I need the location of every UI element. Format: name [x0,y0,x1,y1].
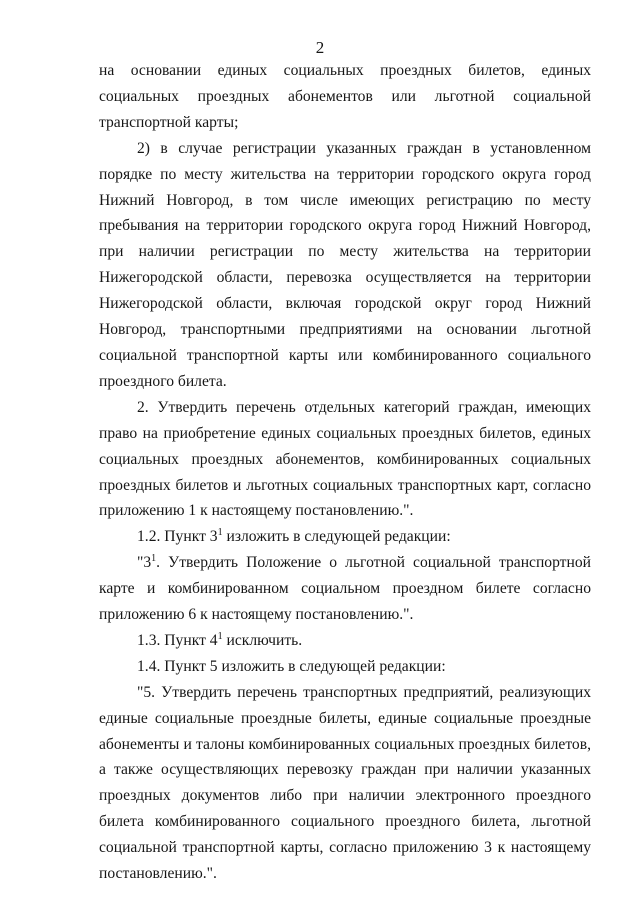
paragraph-quote-3-1 [99,550,591,628]
superscript: 1 [217,630,223,642]
paragraph-item-2: 2) в случае регистрации указанных граждан в установленном порядке по месту жительства на территории городского округа город Нижний Новгород, в том числе имеющих регистрацию по месту пребывания на территории городского округа город Нижний Новгород, при наличии регистрации по месту жительства на территории Нижегородской области, перевозка осуществляется на территории Нижегородской области, включая городской округ город Нижний Новгород, транспортными предприятиями на основании льготной социальной транспортной карты или комбинированного социального проездного билета. [99,139,591,390]
clause-text: исключить. [222,631,303,649]
paragraph-clause-2: 2. Утвердить перечень отдельных категорий граждан, имеющих право на приобретение единых социальных проездных билетов, единых социальных проездных абонементов, комбинированных социальных проездных билетов и льготных социальных транспортных карт, согласно приложению 1 к настоящему постановлению.". [99,398,591,520]
paragraph-clause-1-3 [99,628,591,654]
superscript: 1 [217,527,223,539]
page-number: 2 [315,38,325,57]
paragraph-continuation: на основании единых социальных проездных билетов, единых социальных проездных абонементов или льготной социальной транспортной карты; [99,62,591,131]
paragraph-quote-5: "5. Утвердить перечень транспортных предприятий, реализующих единые социальные проездные билеты, единые социальные проездные абонементы и талоны комбинированных социальных проездных билетов, а также осуществляющих перевозку граждан при наличии указанных проездных документов либо при наличии электронного проездного билета комбинированного социального проездного билета, льготной социальной транспортной карты, согласно приложению 3 к настоящему постановлению.". [99,683,591,883]
clause-text: изложить в следующей редакции: [222,528,451,546]
clause-text: "3 [137,554,152,572]
clause-text: 1.2. Пункт 3 [137,528,218,546]
superscript: 1 [151,553,157,565]
document-body [99,58,591,887]
clause-text: . Утвердить Положение о льготной социальной транспортной карте и комбинированном социальном проездном билете согласно приложению 6 к настоящему постановлению.". [99,554,591,624]
clause-text: 1.3. Пункт 4 [137,631,218,649]
paragraph-clause-1-4: 1.4. Пункт 5 изложить в следующей редакции: [137,657,446,675]
paragraph-clause-1-2 [99,524,591,550]
